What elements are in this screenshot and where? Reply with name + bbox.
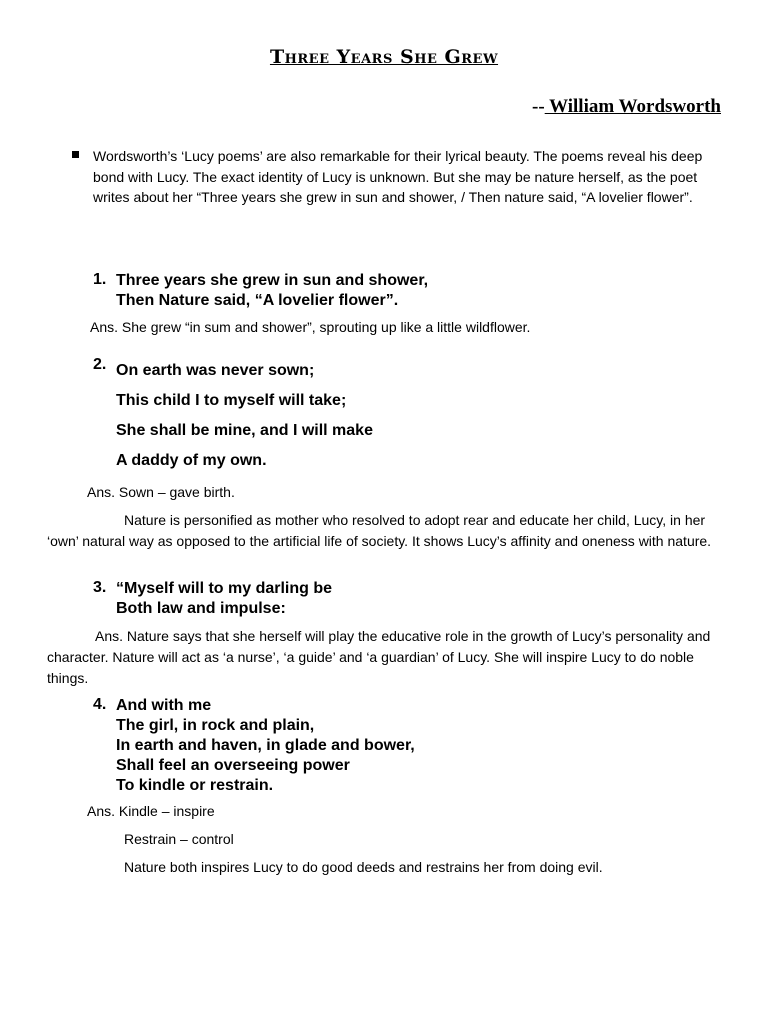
answer-2-detail: Nature is personified as mother who resolved to adopt rear and educate her child, Lucy, in her ‘own’ natural way as opposed to the artificial life of society. It shows Lucy’s affinity and oneness with nature. — [47, 512, 712, 549]
question-number: 4. — [93, 696, 107, 713]
question-number: 3. — [93, 579, 107, 596]
author-prefix: -- — [532, 96, 545, 117]
poem-line: Both law and impulse: — [116, 600, 286, 617]
answer-2: Ans. Sown – gave birth. — [87, 484, 235, 500]
intro-paragraph: Wordsworth’s ‘Lucy poems’ are also remarkable for their lyrical beauty. The poems reveal his deep bond with Lucy. The exact identity of Lucy is unknown. But she may be nature herself, as the poet writes about her “Three years she grew in sun and shower, / Then nature said, “A lovelier flower”. — [93, 148, 703, 205]
question-lines — [116, 696, 415, 796]
question-number: 1. — [93, 271, 107, 288]
question-lines — [116, 271, 428, 311]
poem-line: In earth and haven, in glade and bower, — [116, 737, 415, 754]
answer-4-restrain: Restrain – control — [124, 831, 234, 847]
answer-3: Ans. Nature says that she herself will play the educative role in the growth of Lucy’s personality and character. Nature will act as ‘a nurse’, ‘a guide’ and ‘a guardian’ of Lucy. She will inspire Lucy to do noble things. — [47, 628, 711, 686]
poem-line: This child I to myself will take; — [116, 392, 347, 409]
poem-line: On earth was never sown; — [116, 362, 315, 379]
question-number: 2. — [93, 356, 107, 373]
poem-line: Then Nature said, “A lovelier flower”. — [116, 292, 399, 309]
poem-line: And with me — [116, 697, 212, 714]
author-line — [532, 96, 721, 118]
author-name: William Wordsworth — [544, 96, 721, 117]
poem-line: Three years she grew in sun and shower, — [116, 272, 429, 289]
question-lines — [116, 356, 373, 476]
question-lines — [116, 579, 332, 619]
poem-line: She shall be mine, and I will make — [116, 422, 373, 439]
page-title: Three Years She Grew — [269, 46, 499, 68]
answer-1: Ans. She grew “in sum and shower”, sprouting up like a little wildflower. — [90, 319, 531, 335]
poem-line: To kindle or restrain. — [116, 777, 274, 794]
answer-4: Ans. Kindle – inspire — [87, 803, 215, 819]
poem-line: A daddy of my own. — [116, 452, 267, 469]
poem-line: Shall feel an overseeing power — [116, 757, 350, 774]
poem-line: The girl, in rock and plain, — [116, 717, 315, 734]
square-bullet-icon — [72, 151, 79, 158]
answer-4-detail: Nature both inspires Lucy to do good deeds and restrains her from doing evil. — [124, 859, 603, 875]
poem-line: “Myself will to my darling be — [116, 580, 333, 597]
